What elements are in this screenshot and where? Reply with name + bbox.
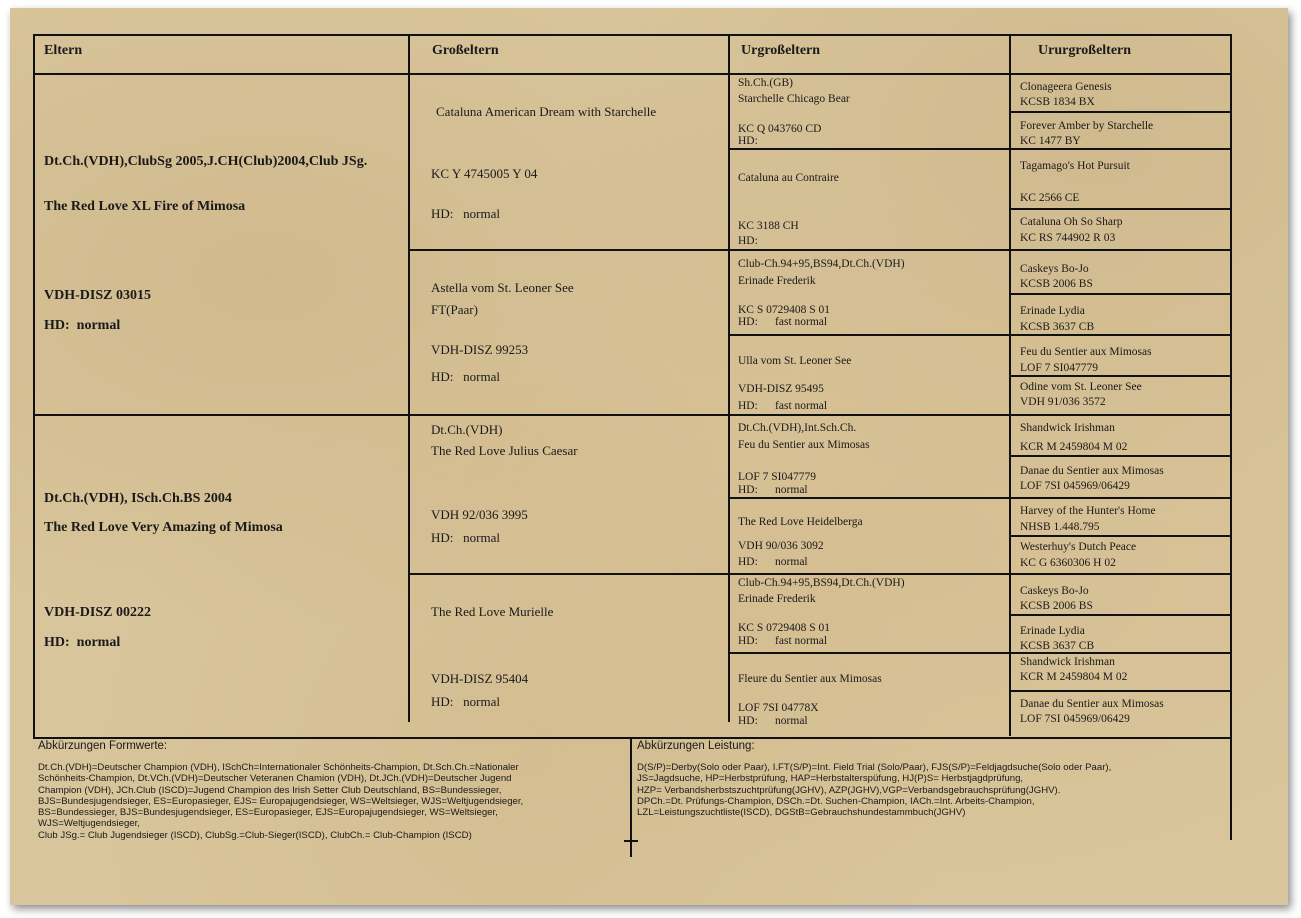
- gggp-15-name: Shandwick Irishman: [1020, 656, 1115, 668]
- ggp-4-line4: HD: fast normal: [738, 400, 828, 412]
- footer-left-line: WJS=Weltjugendsieger,: [38, 818, 140, 830]
- gggp-8-name: Odine vom St. Leoner See: [1020, 381, 1142, 393]
- dam-name: The Red Love Very Amazing of Mimosa: [44, 520, 283, 535]
- ggp-6-line4: HD: normal: [738, 556, 808, 568]
- footer-left-line: Schönheits-Champion, Dt.VCh.(VDH)=Deutscher Veteranen Chamion (VDH), Dt.JCh.(VDH)=Deutscher Jugend: [38, 773, 512, 785]
- ggp-3-line4: HD: fast normal: [738, 316, 828, 328]
- grandparent-4-hd: HD: normal: [431, 694, 500, 709]
- footer-left-title: Abkürzungen Formwerte:: [38, 740, 168, 752]
- ggp-5-line4: HD: normal: [738, 484, 808, 496]
- grandparent-2-reg: VDH-DISZ 99253: [431, 342, 529, 357]
- dam-hd: HD: normal: [44, 635, 121, 650]
- gggp-5-name: Caskeys Bo-Jo: [1020, 263, 1089, 275]
- sire-hd: HD: normal: [44, 318, 121, 333]
- header-great-great-grandparents: Ururgroßeltern: [1038, 43, 1132, 58]
- gggp-6-name: Erinade Lydia: [1020, 305, 1085, 317]
- gggp-14-name: Erinade Lydia: [1020, 625, 1085, 637]
- gggp-14-reg: KCSB 3637 CB: [1020, 640, 1095, 652]
- footer-left-line: BS=Bundessieger, BJS=Bundesjugendsieger, ES=Europasieger, EJS=Europajugendsieger, WS=Weltsieger,: [38, 807, 498, 819]
- ggp-8-line3: LOF 7SI 04778X: [738, 702, 819, 714]
- ggp-2-line4: HD:: [738, 235, 758, 247]
- gggp-7-reg: LOF 7 SI047779: [1020, 362, 1098, 374]
- gggp-8-reg: VDH 91/036 3572: [1020, 396, 1106, 408]
- gggp-16-name: Danae du Sentier aux Mimosas: [1020, 698, 1164, 710]
- footer-right-line: JS=Jagdsuche, HP=Herbstprüfung, HAP=Herbstalterspüfung, HJ(P)S= Herbstjagdprüfung,: [637, 773, 1024, 785]
- footer-right-line: HZP= Verbandsherbstszuchtprüfung(JGHV), AZP(JGHV),VGP=Verbandsgebrauchsprüfung(JGHV).: [637, 784, 1061, 796]
- ggp-5-line3: LOF 7 SI047779: [738, 471, 816, 483]
- gggp-10-reg: LOF 7SI 045969/06429: [1020, 480, 1130, 492]
- ggp-6-line1: The Red Love Heidelberga: [738, 516, 863, 528]
- ggp-7-line4: HD: fast normal: [738, 635, 828, 647]
- ggp-3-line1: Club-Ch.94+95,BS94,Dt.Ch.(VDH): [738, 258, 905, 270]
- gggp-13-reg: KCSB 2006 BS: [1020, 600, 1093, 612]
- grandparent-3-title: Dt.Ch.(VDH): [431, 422, 503, 437]
- sire-titles: Dt.Ch.(VDH),ClubSg 2005,J.CH(Club)2004,Club JSg.: [44, 154, 368, 169]
- grandparent-1-reg: KC Y 4745005 Y 04: [431, 166, 538, 181]
- dam-registration: VDH-DISZ 00222: [44, 605, 151, 620]
- grandparent-3-reg: VDH 92/036 3995: [431, 507, 528, 522]
- gggp-6-reg: KCSB 3637 CB: [1020, 321, 1095, 333]
- ggp-2-line1: Cataluna au Contraire: [738, 172, 839, 184]
- footer-right-line: DPCh.=Dt. Prüfungs-Champion, DSCh.=Dt. Suchen-Champion, IACh.=Int. Arbeits-Champion,: [637, 795, 1035, 807]
- grandparent-2-extra: FT(Paar): [431, 302, 478, 317]
- ggp-6-line3: VDH 90/036 3092: [738, 540, 824, 552]
- footer-right-title: Abkürzungen Leistung:: [637, 740, 755, 752]
- grandparent-3-name: The Red Love Julius Caesar: [431, 443, 578, 458]
- gggp-10-name: Danae du Sentier aux Mimosas: [1020, 465, 1164, 477]
- gggp-3-reg: KC 2566 CE: [1020, 192, 1080, 204]
- gggp-3-name: Tagamago's Hot Pursuit: [1020, 160, 1130, 172]
- gggp-15-reg: KCR M 2459804 M 02: [1020, 671, 1128, 683]
- footer-left-line: Dt.Ch.(VDH)=Deutscher Champion (VDH), ISchCh=Internationaler Schönheits-Champion, Dt.Sch.Ch.=Nationaler: [38, 762, 519, 773]
- dam-titles: Dt.Ch.(VDH), ISch.Ch.BS 2004: [44, 491, 232, 506]
- gggp-5-reg: KCSB 2006 BS: [1020, 278, 1093, 290]
- ggp-8-line1: Fleure du Sentier aux Mimosas: [738, 673, 882, 685]
- ggp-5-line2: Feu du Sentier aux Mimosas: [738, 439, 870, 451]
- footer-left-line: Champion (VDH), JCh.Club (ISCD)=Jugend Champion des Irish Setter Club Deutschland, BS=Bundessieger,: [38, 784, 502, 796]
- ggp-7-line1: Club-Ch.94+95,BS94,Dt.Ch.(VDH): [738, 577, 905, 589]
- ggp-8-line4: HD: normal: [738, 715, 808, 727]
- footer-left-line: Club JSg.= Club Jugendsieger (ISCD), ClubSg.=Club-Sieger(ISCD), ClubCh.= Club-Champion (ISCD): [38, 829, 472, 841]
- footer-right-text: [637, 762, 1227, 818]
- gggp-16-reg: LOF 7SI 045969/06429: [1020, 713, 1130, 725]
- ggp-7-line3: KC S 0729408 S 01: [738, 622, 831, 634]
- grandparent-2-name: Astella vom St. Leoner See: [431, 280, 574, 295]
- header-grandparents: Großeltern: [432, 43, 499, 58]
- grandparent-1-hd: HD: normal: [431, 206, 500, 221]
- gggp-2-name: Forever Amber by Starchelle: [1020, 120, 1154, 132]
- ggp-3-line2: Erinade Frederik: [738, 275, 816, 287]
- gggp-9-name: Shandwick Irishman: [1020, 422, 1115, 434]
- grandparent-4-name: The Red Love Murielle: [431, 604, 554, 619]
- gggp-12-name: Westerhuy's Dutch Peace: [1020, 541, 1137, 553]
- ggp-4-line3: VDH-DISZ 95495: [738, 383, 824, 395]
- gggp-2-reg: KC 1477 BY: [1020, 135, 1081, 147]
- gggp-12-reg: KC G 6360306 H 02: [1020, 557, 1116, 569]
- ggp-4-line1: Ulla vom St. Leoner See: [738, 355, 852, 367]
- footer-left-text: [38, 762, 623, 841]
- grandparent-1-name: Cataluna American Dream with Starchelle: [436, 104, 657, 119]
- footer-right-line: D(S/P)=Derby(Solo oder Paar), I.FT(S/P)=Int. Field Trial (Solo/Paar), FJS(S/P)=Feldjagdsuche(Solo oder Paar),: [637, 762, 1112, 773]
- ggp-1-line1: Sh.Ch.(GB): [738, 77, 793, 89]
- gggp-13-name: Caskeys Bo-Jo: [1020, 585, 1089, 597]
- ggp-2-line3: KC 3188 CH: [738, 220, 799, 232]
- footer-right-line: LZL=Leistungszuchtliste(ISCD), DGStB=Gebrauchshundestammbuch(JGHV): [637, 807, 966, 819]
- ggp-1-line3: KC Q 043760 CD: [738, 123, 822, 135]
- gggp-11-name: Harvey of the Hunter's Home: [1020, 505, 1156, 517]
- ggp-7-line2: Erinade Frederik: [738, 593, 816, 605]
- gggp-7-name: Feu du Sentier aux Mimosas: [1020, 346, 1152, 358]
- sire-name: The Red Love XL Fire of Mimosa: [44, 199, 246, 214]
- sire-registration: VDH-DISZ 03015: [44, 288, 151, 303]
- gggp-1-name: Clonageera Genesis: [1020, 81, 1112, 93]
- ggp-1-line2: Starchelle Chicago Bear: [738, 93, 850, 105]
- grandparent-3-hd: HD: normal: [431, 530, 500, 545]
- footer-left-line: BJS=Bundesjugendsieger, ES=Europasieger, EJS= Europajugendsieger, WS=Weltsieger, WJS=Weltjugendsieger,: [38, 795, 524, 807]
- ggp-5-line1: Dt.Ch.(VDH),Int.Sch.Ch.: [738, 422, 857, 434]
- gggp-4-name: Cataluna Oh So Sharp: [1020, 216, 1123, 228]
- grandparent-2-hd: HD: normal: [431, 369, 500, 384]
- gggp-4-reg: KC RS 744902 R 03: [1020, 232, 1116, 244]
- grandparent-4-reg: VDH-DISZ 95404: [431, 671, 529, 686]
- gggp-11-reg: NHSB 1.448.795: [1020, 521, 1100, 533]
- header-great-grandparents: Urgroßeltern: [741, 43, 821, 58]
- ggp-3-line3: KC S 0729408 S 01: [738, 304, 831, 316]
- ggp-1-line4: HD:: [738, 135, 758, 147]
- gggp-9-reg: KCR M 2459804 M 02: [1020, 441, 1128, 453]
- header-parents: Eltern: [44, 43, 83, 58]
- gggp-1-reg: KCSB 1834 BX: [1020, 96, 1095, 108]
